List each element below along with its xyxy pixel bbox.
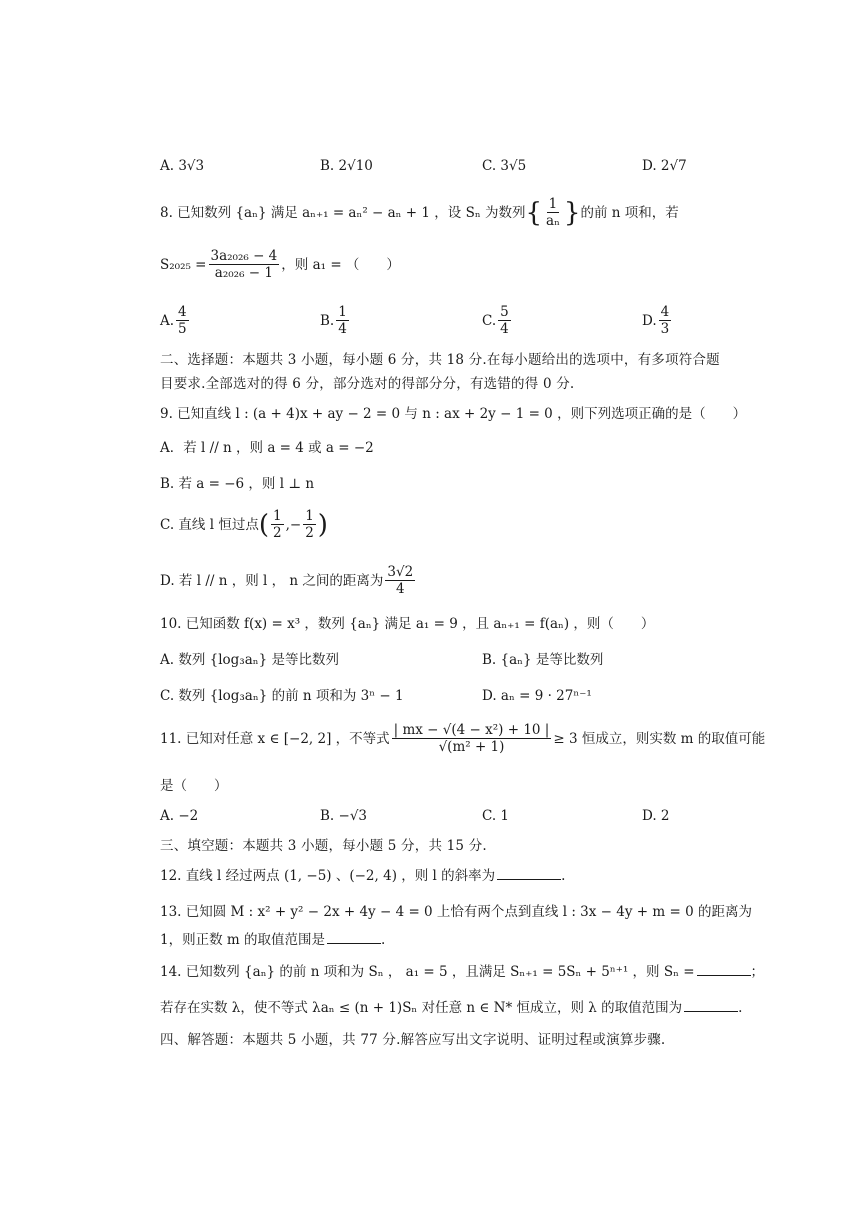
q10-option-c: C. 数列 {log₃aₙ} 的前 n 项和为 3ⁿ − 1 — [160, 688, 404, 704]
q13-answer-blank[interactable] — [327, 931, 381, 944]
q8-option-d-num: 4 — [660, 304, 670, 320]
brace-right: } — [563, 197, 581, 228]
brace-left: { — [525, 197, 543, 228]
q14-stem-line2 — [160, 998, 742, 1018]
q10-option-d: D. aₙ = 9 · 27ⁿ⁻¹ — [482, 688, 592, 704]
q9-option-a: A．若 l // n ，则 a = 4 或 a = −2 — [160, 440, 374, 456]
q8-stem-line1 — [160, 196, 679, 229]
q8-option-c — [482, 304, 513, 337]
q11-stem-pre: 11. 已知对任意 x ∈ [−2, 2] ，不等式 — [160, 730, 390, 747]
q11-options — [160, 804, 710, 828]
q8-option-c-den: 4 — [500, 321, 509, 337]
q8-option-d-label: D. — [642, 312, 657, 329]
q14-text2: 若存在实数 λ，使不等式 λaₙ ≤ (n + 1)Sₙ 对任意 n ∈ N* 恒成立，则 λ 的取值范围为 — [160, 1000, 683, 1016]
q8-option-c-frac — [498, 304, 511, 337]
q12-stem — [160, 866, 565, 886]
q14-stem-line1 — [160, 962, 764, 982]
q9-option-d — [160, 564, 417, 597]
q9-point-x-num: 1 — [273, 508, 282, 524]
q7-options — [160, 154, 710, 178]
q9-option-d-text: D. 若 l // n ，则 l ， n 之间的距离为 — [160, 572, 384, 589]
q8-option-b-den: 4 — [338, 321, 347, 337]
q12-text: 12. 直线 l 经过两点 (1, −5) 、(−2, 4) ，则 l 的斜率为 — [160, 868, 496, 884]
q10-options-row1 — [160, 648, 710, 672]
q8-option-b-frac — [336, 304, 349, 337]
q8-option-d — [642, 304, 673, 337]
q9-distance-frac — [385, 564, 415, 597]
q8-option-c-num: 5 — [500, 304, 509, 320]
q9-option-c-text: C. 直线 l 恒过点 — [160, 516, 259, 533]
q11-option-d: D. 2 — [642, 808, 670, 824]
q9-distance-num: 3√2 — [387, 564, 414, 580]
q11-inequality-frac — [392, 722, 552, 755]
q7-option-d: D. 2√7 — [642, 158, 687, 174]
q8-option-a-num: 4 — [178, 304, 187, 320]
q14-end: . — [738, 1000, 743, 1016]
q12-end: . — [561, 868, 566, 884]
q11-option-a: A. −2 — [160, 808, 199, 824]
section2-heading-line1: 二、选择题：本题共 3 小题，每小题 6 分，共 18 分.在每小题给出的选项中，有多项符合题 — [160, 352, 720, 368]
section4-heading: 四、解答题：本题共 5 小题，共 77 分.解答应写出文字说明、证明过程或演算步骤. — [160, 1032, 666, 1048]
q8-option-b-label: B. — [320, 312, 335, 329]
q9-point-x-den: 2 — [273, 525, 282, 541]
q9-point-y-num: 1 — [305, 508, 314, 524]
q8-seq-fraction — [544, 196, 562, 229]
q9-option-c — [160, 508, 328, 541]
q8-option-c-label: C. — [482, 312, 497, 329]
q13-end: . — [380, 932, 386, 948]
q8-s-den: a₂₀₂₆ − 1 — [214, 265, 273, 281]
q10-option-b: B. {aₙ} 是等比数列 — [482, 652, 604, 668]
q8-option-a-den: 5 — [178, 321, 187, 337]
q8-seq-num: 1 — [548, 196, 558, 212]
q8-option-a — [160, 304, 191, 337]
q7-option-a: A. 3√3 — [160, 158, 205, 174]
q9-point-y-den: 2 — [305, 525, 314, 541]
section2-heading-line2: 目要求.全部选对的得 6 分，部分选对的得部分分，有选错的得 0 分. — [160, 376, 575, 392]
q8-option-a-frac — [176, 304, 189, 337]
q8-option-d-den: 3 — [660, 321, 670, 337]
q13-stem-line1: 13. 已知圆 M : x² + y² − 2x + 4y − 4 = 0 上恰有两个点到直线 l : 3x − 4y + m = 0 的距离为 — [160, 904, 752, 920]
q11-stem-line2: 是（ ） — [160, 778, 228, 794]
q8-seq-den: aₙ — [546, 213, 560, 229]
q8-stem-line2-tail: ，则 a₁ = （ ） — [281, 256, 400, 273]
q8-stem-tail: 的前 n 项和，若 — [580, 204, 679, 221]
q8-options — [160, 304, 710, 340]
q10-options-row2 — [160, 684, 710, 708]
q11-option-b: B. −√3 — [320, 808, 368, 824]
q8-stem-text: 8. 已知数列 {aₙ} 满足 aₙ₊₁ = aₙ² − aₙ + 1 ，设 Sₙ 为数列 — [160, 204, 526, 221]
q14-text1: 14. 已知数列 {aₙ} 的前 n 项和为 Sₙ ， a₁ = 5 ，且满足 Sₙ₊₁ = 5Sₙ + 5ⁿ⁺¹ ，则 Sₙ = — [160, 964, 695, 980]
q10-stem: 10. 已知函数 f(x) = x³ ，数列 {aₙ} 满足 a₁ = 9 ，且 aₙ₊₁ = f(aₙ) ，则（ ） — [160, 616, 655, 632]
q8-option-b-num: 1 — [338, 304, 347, 320]
q14-answer-blank-1[interactable] — [697, 963, 751, 976]
q14-answer-blank-2[interactable] — [684, 999, 738, 1012]
q14-sep: ； — [750, 964, 765, 980]
q11-stem — [160, 722, 765, 755]
q8-s-fraction — [209, 248, 280, 281]
q8-s-num: 3a₂₀₂₆ − 4 — [210, 248, 278, 264]
paren-left: ( — [258, 509, 269, 540]
section3-heading: 三、填空题：本题共 3 小题，每小题 5 分，共 15 分. — [160, 838, 487, 854]
q8-stem-line2 — [160, 248, 400, 281]
q9-option-b: B. 若 a = −6 ，则 l ⊥ n — [160, 476, 315, 492]
q7-option-c: C. 3√5 — [482, 158, 527, 174]
q8-option-a-label: A. — [160, 312, 175, 329]
q9-point-x — [271, 508, 284, 541]
q8-s-label: S₂₀₂₅ = — [160, 256, 207, 273]
q7-option-b: B. 2√10 — [320, 158, 373, 174]
q9-point-y — [303, 508, 316, 541]
q13-text: 1，则正数 m 的取值范围是 — [160, 932, 325, 948]
q11-option-c: C. 1 — [482, 808, 510, 824]
paren-right: ) — [317, 509, 328, 540]
q9-stem: 9. 已知直线 l : (a + 4)x + ay − 2 = 0 与 n : ax + 2y − 1 = 0 ，则下列选项正确的是（ ） — [160, 406, 747, 422]
q11-den: √(m² + 1) — [438, 739, 505, 755]
q11-stem-post: ≥ 3 恒成立，则实数 m 的取值可能 — [553, 730, 766, 747]
q11-num: | mx − √(4 − x²) + 10 | — [393, 722, 550, 738]
comma-minus: ,− — [285, 516, 302, 533]
q10-option-a: A. 数列 {log₃aₙ} 是等比数列 — [160, 652, 339, 668]
q8-option-b — [320, 304, 351, 337]
q12-answer-blank[interactable] — [497, 867, 561, 880]
q9-distance-den: 4 — [395, 581, 405, 597]
q13-stem-line2 — [160, 930, 385, 950]
q8-option-d-frac — [659, 304, 672, 337]
